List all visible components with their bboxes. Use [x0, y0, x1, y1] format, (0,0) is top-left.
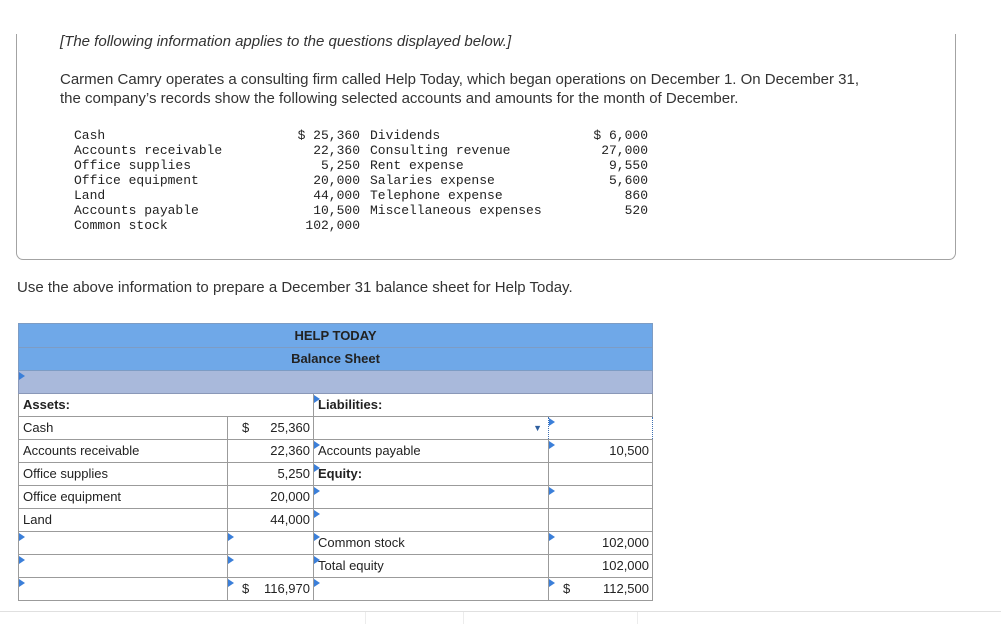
balance-sheet-worksheet — [18, 323, 653, 601]
account-name: Consulting revenue — [370, 143, 511, 158]
account-row — [74, 203, 648, 218]
section-divider-tick — [637, 612, 638, 624]
section-divider — [0, 611, 1001, 612]
account-row — [74, 128, 648, 143]
account-name: Common stock — [74, 218, 168, 233]
liability-account-dropdown[interactable] — [314, 417, 549, 440]
account-amount: 102,000 — [305, 218, 360, 233]
account-amount: 27,000 — [601, 143, 648, 158]
company-name-header: HELP TODAY — [19, 324, 653, 348]
account-name: Office supplies — [74, 158, 192, 173]
liability-amount-input[interactable] — [549, 440, 653, 463]
account-amount: 10,500 — [313, 203, 360, 218]
account-amount: 9,550 — [608, 158, 648, 173]
account-amount: 22,360 — [313, 143, 360, 158]
total-liabilities-equity-input[interactable] — [549, 578, 653, 601]
total-assets-input[interactable] — [228, 578, 314, 601]
account-amount — [542, 218, 648, 233]
account-name: Accounts payable — [74, 203, 199, 218]
asset-label-input[interactable]: Cash — [19, 417, 228, 440]
account-name: Rent expense — [370, 158, 464, 173]
account-amount: $ 25,360 — [297, 128, 360, 143]
total-assets-label-input[interactable] — [19, 578, 228, 601]
account-row — [74, 218, 648, 233]
account-name: Office equipment — [74, 173, 199, 188]
liability-label-input[interactable] — [314, 509, 549, 532]
amount-value: 20,000 — [270, 489, 310, 504]
account-amount: 5,600 — [608, 173, 648, 188]
amount-value: 10,500 — [609, 443, 649, 458]
liability-label-input[interactable]: Accounts payable — [314, 440, 549, 463]
dollar-sign: $ — [242, 581, 250, 596]
paragraph-line: Carmen Camry operates a consulting firm called Help Today, which began operations on December 1. On December 31, — [60, 71, 860, 88]
liability-amount-input[interactable] — [549, 463, 653, 486]
liability-label-input[interactable] — [314, 486, 549, 509]
asset-amount-input[interactable] — [228, 486, 314, 509]
info-note: [The following information applies to the questions displayed below.] — [60, 33, 512, 50]
liability-amount-input[interactable] — [549, 417, 653, 440]
account-amount: 520 — [624, 203, 648, 218]
amount-value: 5,250 — [277, 466, 310, 481]
account-amount: 20,000 — [313, 173, 360, 188]
account-row — [74, 173, 648, 188]
problem-paragraph — [60, 70, 859, 108]
amount-value: 102,000 — [602, 535, 649, 550]
asset-label-input[interactable]: Accounts receivable — [19, 440, 228, 463]
liability-label-input[interactable]: Common stock — [314, 532, 549, 555]
amount-value: 116,970 — [263, 581, 310, 596]
dollar-sign: $ — [563, 581, 571, 596]
dollar-sign: $ — [242, 420, 250, 435]
account-amount: $ 6,000 — [593, 128, 648, 143]
total-liabilities-equity-label-input[interactable] — [314, 578, 549, 601]
account-name: Land — [74, 188, 106, 203]
asset-label-input[interactable] — [19, 532, 228, 555]
liability-amount-input[interactable] — [549, 509, 653, 532]
asset-amount-input[interactable] — [228, 555, 314, 578]
account-row — [74, 188, 648, 203]
asset-label-input[interactable]: Office equipment — [19, 486, 228, 509]
amount-value: 22,360 — [270, 443, 310, 458]
amount-value: 102,000 — [602, 558, 649, 573]
account-row — [74, 143, 648, 158]
chevron-down-icon[interactable]: ▼ — [533, 423, 542, 433]
asset-amount-input[interactable] — [228, 417, 314, 440]
account-name: Salaries expense — [370, 173, 495, 188]
liability-label-input[interactable]: Total equity — [314, 555, 549, 578]
asset-label-input[interactable] — [19, 555, 228, 578]
account-amount: 860 — [624, 188, 648, 203]
liability-amount-input[interactable] — [549, 532, 653, 555]
liability-amount-input[interactable] — [549, 555, 653, 578]
asset-amount-input[interactable] — [228, 463, 314, 486]
amount-value: 112,500 — [602, 581, 649, 596]
asset-amount-input[interactable] — [228, 509, 314, 532]
account-amount: 5,250 — [320, 158, 360, 173]
liability-amount-input[interactable] — [549, 486, 653, 509]
asset-label-input[interactable]: Office supplies — [19, 463, 228, 486]
asset-amount-input[interactable] — [228, 440, 314, 463]
account-amount: 44,000 — [313, 188, 360, 203]
account-name — [360, 218, 542, 233]
account-name: Miscellaneous expenses — [370, 203, 542, 218]
asset-label-input[interactable]: Land — [19, 509, 228, 532]
section-divider-tick — [365, 612, 366, 624]
account-name: Dividends — [370, 128, 441, 143]
account-name: Cash — [74, 128, 106, 143]
asset-amount-input[interactable] — [228, 532, 314, 555]
equity-heading-input[interactable]: Equity: — [314, 463, 549, 486]
question-instruction: Use the above information to prepare a December 31 balance sheet for Help Today. — [17, 279, 573, 296]
account-name: Telephone expense — [370, 188, 503, 203]
liabilities-heading-input[interactable]: Liabilities: — [314, 394, 653, 417]
statement-title-header: Balance Sheet — [19, 348, 653, 371]
assets-heading: Assets: — [19, 394, 314, 417]
amount-value: 44,000 — [270, 512, 310, 527]
account-row — [74, 158, 648, 173]
section-divider-tick — [463, 612, 464, 624]
amount-value: 25,360 — [270, 420, 310, 435]
date-input[interactable] — [19, 371, 653, 394]
accounts-table — [74, 128, 648, 233]
account-name: Accounts receivable — [74, 143, 223, 158]
paragraph-line: the company’s records show the following selected accounts and amounts for the month of December. — [60, 90, 739, 107]
